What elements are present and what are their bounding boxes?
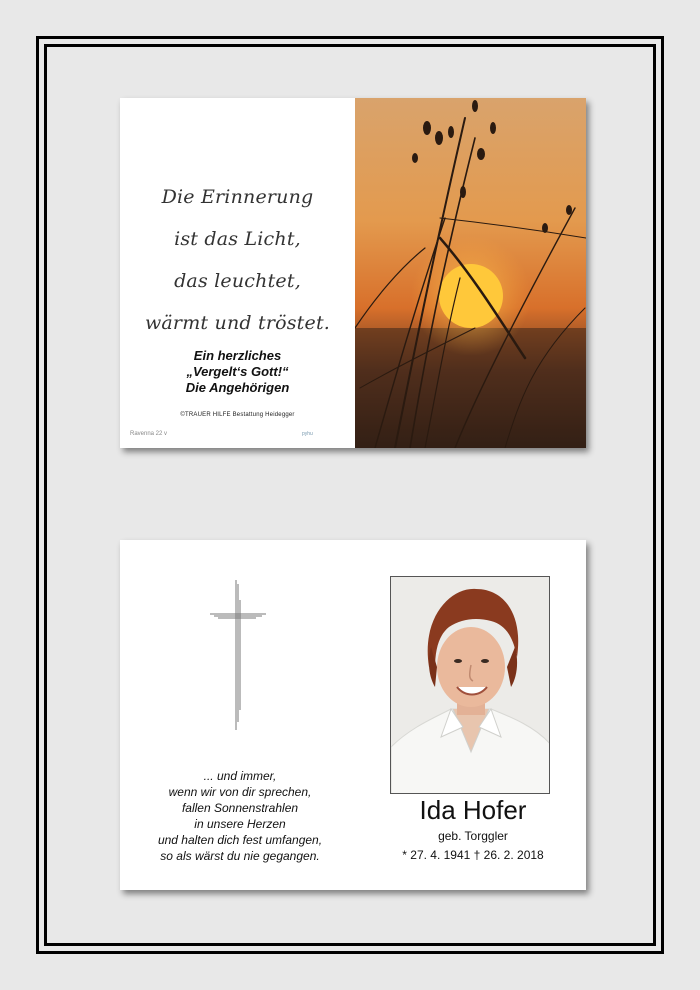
printer-logo: pyhu — [302, 431, 313, 437]
poem-line: ist das Licht, — [174, 228, 301, 250]
poem-line: wärmt und tröstet. — [144, 312, 331, 334]
deceased-name: Ida Hofer — [419, 795, 527, 825]
card-back — [120, 540, 586, 890]
poem-line: das leuchtet, — [174, 270, 301, 292]
verse-line: so als wärst du nie gegangen. — [160, 849, 320, 863]
verse-line: wenn wir von dir sprechen, — [168, 785, 312, 799]
card-front — [120, 98, 586, 448]
verse-line: fallen Sonnenstrahlen — [181, 801, 299, 815]
sunset-image — [355, 98, 586, 448]
card-model-label: Ravenna 22 v — [130, 431, 168, 437]
thanks-line: „Vergelt‘s Gott!“ — [186, 364, 289, 379]
maiden-name: geb. Torggler — [438, 829, 508, 843]
thanks-line: Ein herzliches — [193, 348, 282, 363]
memorial-verse — [120, 768, 360, 864]
verse-line: in unsere Herzen — [194, 817, 286, 831]
poem-line: Die Erinnerung — [161, 186, 314, 208]
card-front-text-panel — [120, 98, 355, 448]
cross-icon — [210, 580, 266, 730]
verse-line: ... und immer, — [203, 769, 277, 783]
portrait-photo — [390, 576, 550, 794]
life-dates: * 27. 4. 1941 † 26. 2. 2018 — [402, 848, 544, 862]
funeral-home-credit: ©TRAUER HILFE Bestattung Heidegger — [180, 412, 295, 418]
thanks-line: Die Angehörigen — [185, 380, 290, 395]
verse-line: und halten dich fest umfangen, — [157, 833, 323, 847]
